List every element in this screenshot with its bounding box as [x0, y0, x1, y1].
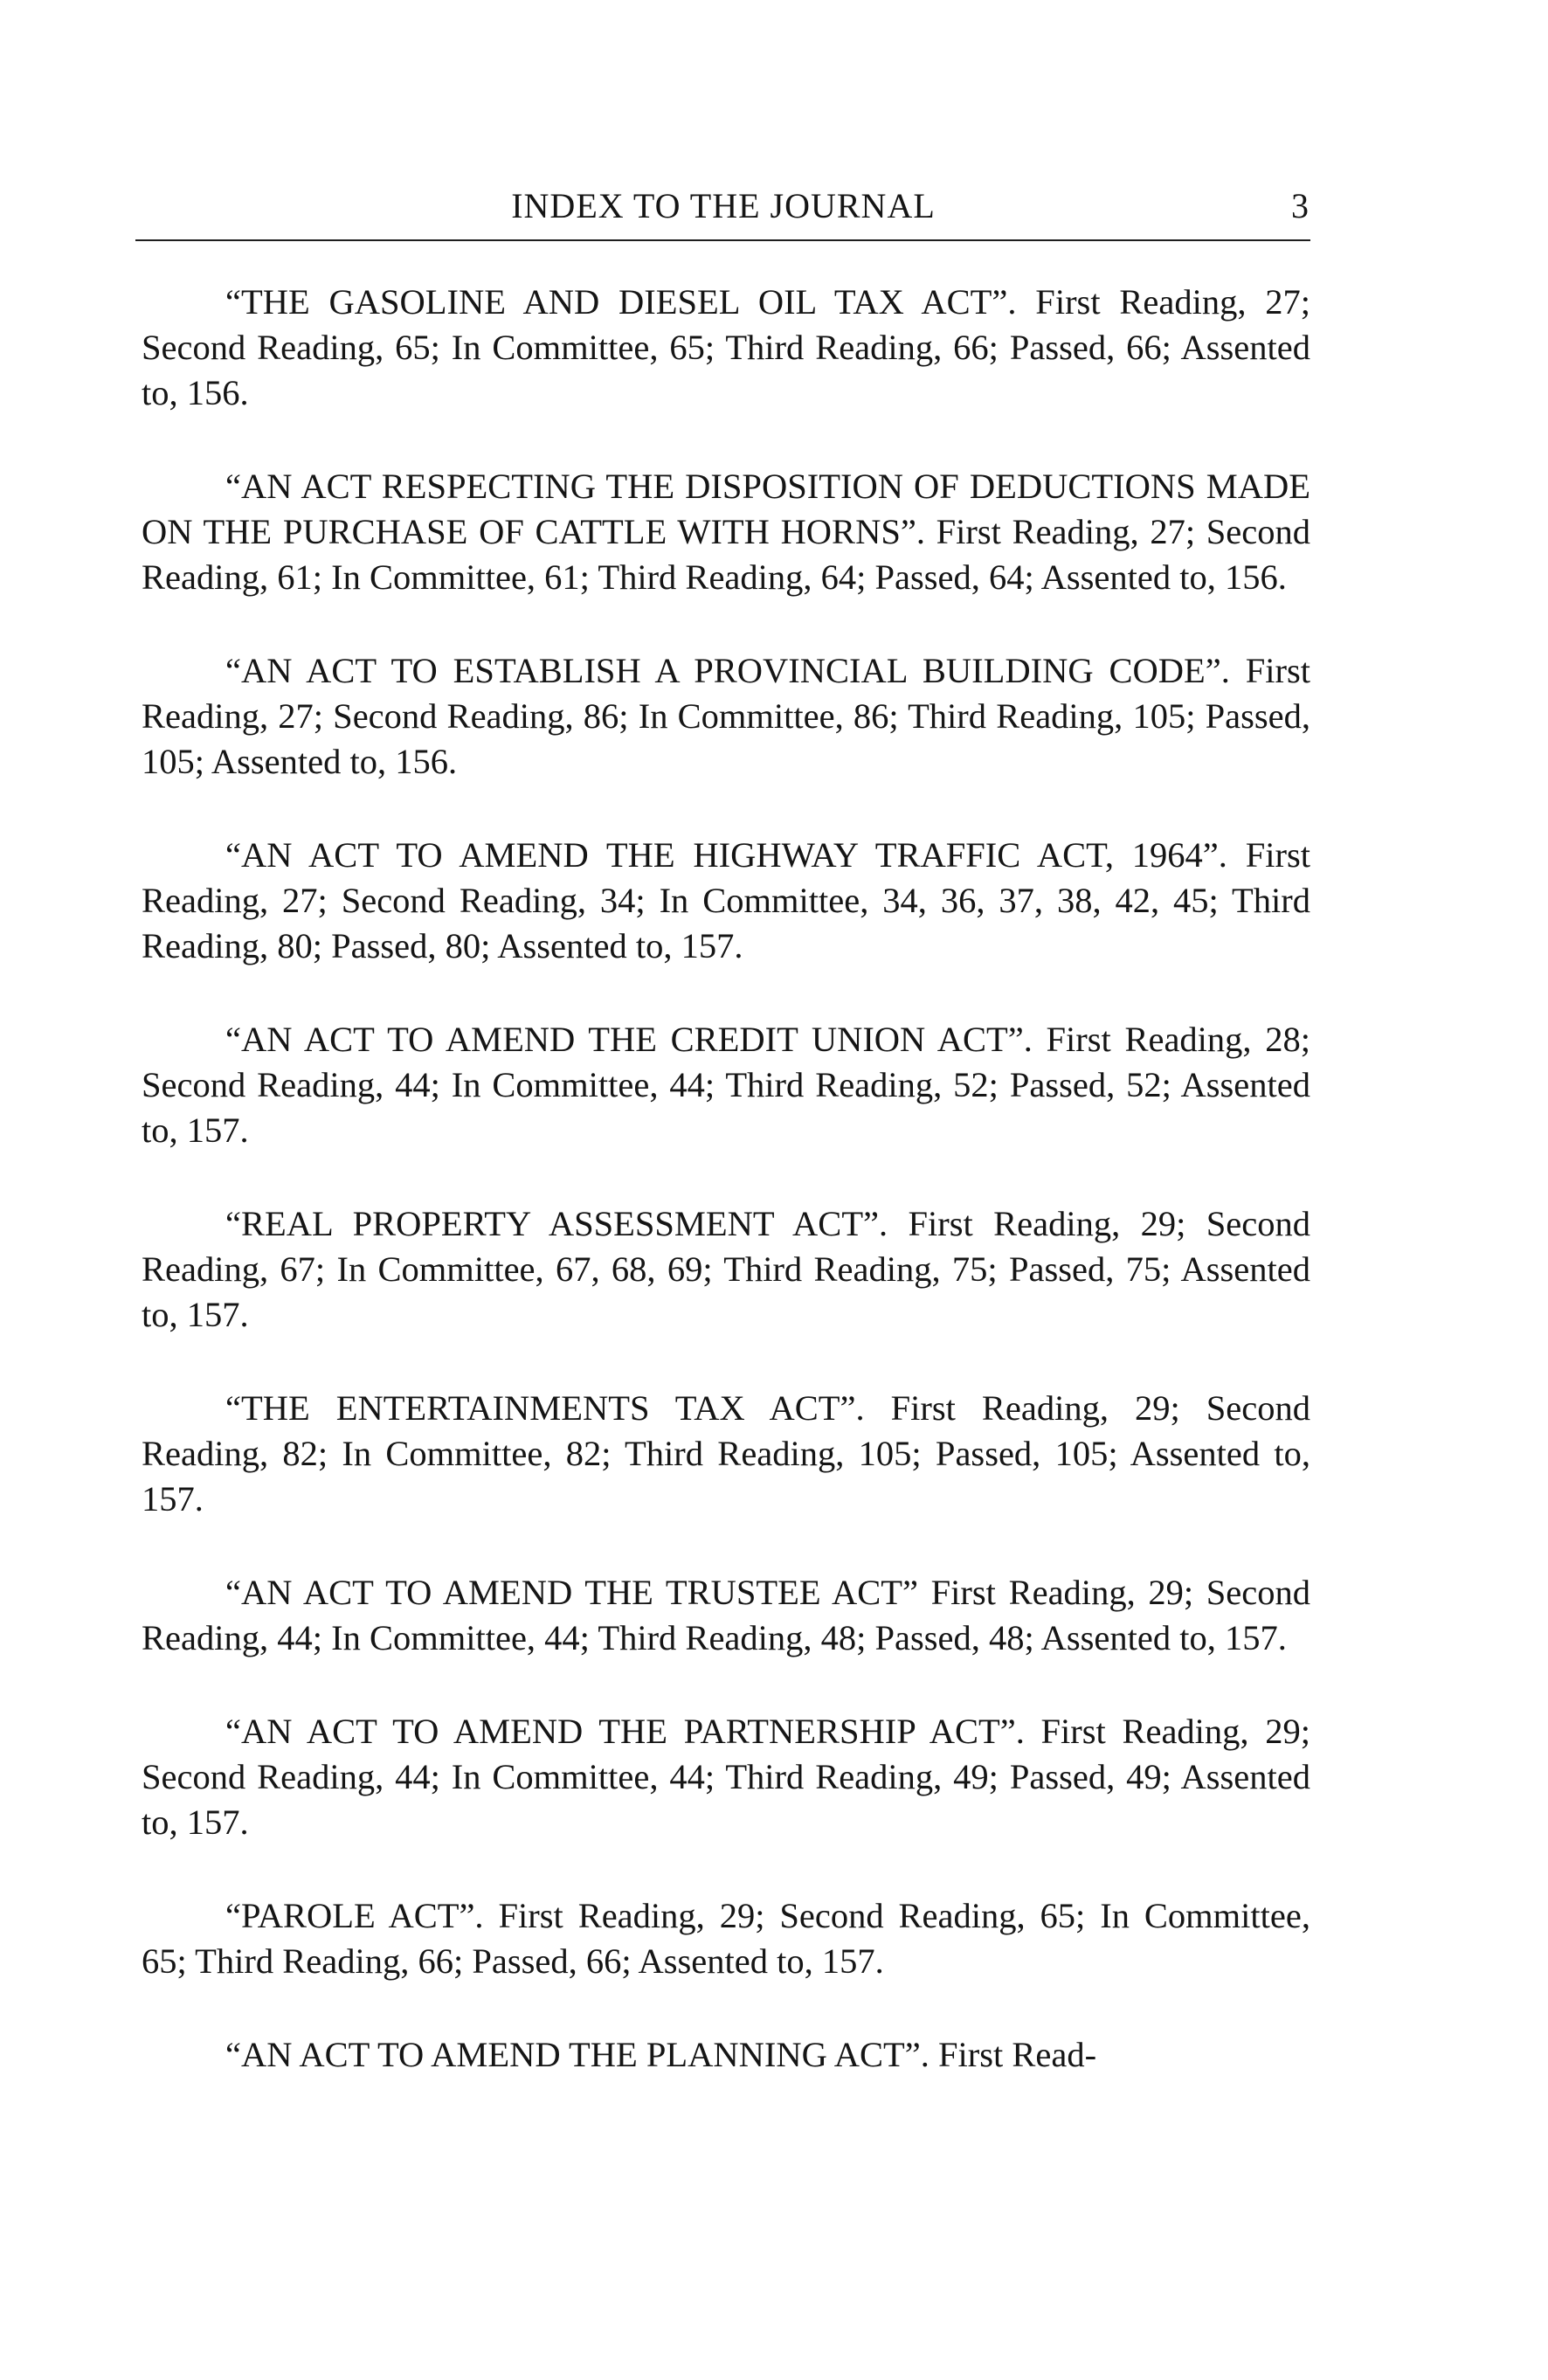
index-entry: “PAROLE ACT”. First Reading, 29; Second Reading, 65; In Committee, 65; Third Reading, 66; Passed, 66; Assented to, 157.	[142, 1896, 1310, 1981]
index-entry: “AN ACT TO ESTABLISH A PROVINCIAL BUILDING CODE”. First Reading, 27; Second Reading, 86; In Committee, 86; Third Reading, 105; Passed, 105; Assented to, 156.	[142, 651, 1310, 781]
index-entries	[142, 280, 1310, 2126]
index-entry: “REAL PROPERTY ASSESSMENT ACT”. First Reading, 29; Second Reading, 67; In Committee, 67, 68, 69; Third Reading, 75; Passed, 75; Assented to, 157.	[142, 1204, 1310, 1334]
index-entry: “THE GASOLINE AND DIESEL OIL TAX ACT”. First Reading, 27; Second Reading, 65; In Committee, 65; Third Reading, 66; Passed, 66; Assented to, 156.	[142, 282, 1310, 412]
header-rule	[135, 239, 1310, 241]
page-title: INDEX TO THE JOURNAL	[511, 186, 936, 225]
page-number: 3	[1291, 186, 1309, 225]
index-entry: “AN ACT TO AMEND THE HIGHWAY TRAFFIC ACT, 1964”. First Reading, 27; Second Reading, 34; In Committee, 34, 36, 37, 38, 42, 45; Third Reading, 80; Passed, 80; Assented to, 157.	[142, 835, 1310, 965]
index-entry: “AN ACT TO AMEND THE TRUSTEE ACT” First Reading, 29; Second Reading, 44; In Committee, 44; Third Reading, 48; Passed, 48; Assented to, 157.	[142, 1573, 1310, 1657]
index-entry: “AN ACT RESPECTING THE DISPOSITION OF DEDUCTIONS MADE ON THE PURCHASE OF CATTLE WITH HORNS”. First Reading, 27; Second Reading, 61; In Committee, 61; Third Reading, 64; Passed, 64; Assented to, 156.	[142, 467, 1310, 597]
index-entry: “AN ACT TO AMEND THE CREDIT UNION ACT”. First Reading, 28; Second Reading, 44; In Committee, 44; Third Reading, 52; Passed, 52; Assented to, 157.	[142, 1020, 1310, 1150]
index-entry: “AN ACT TO AMEND THE PLANNING ACT”. First Read-	[225, 2035, 1097, 2074]
running-head	[138, 182, 1309, 234]
index-entry: “AN ACT TO AMEND THE PARTNERSHIP ACT”. First Reading, 29; Second Reading, 44; In Committee, 44; Third Reading, 49; Passed, 49; Assented to, 157.	[142, 1712, 1310, 1842]
index-entry: “THE ENTERTAINMENTS TAX ACT”. First Reading, 29; Second Reading, 82; In Committee, 82; Third Reading, 105; Passed, 105; Assented to, 157.	[142, 1388, 1310, 1519]
